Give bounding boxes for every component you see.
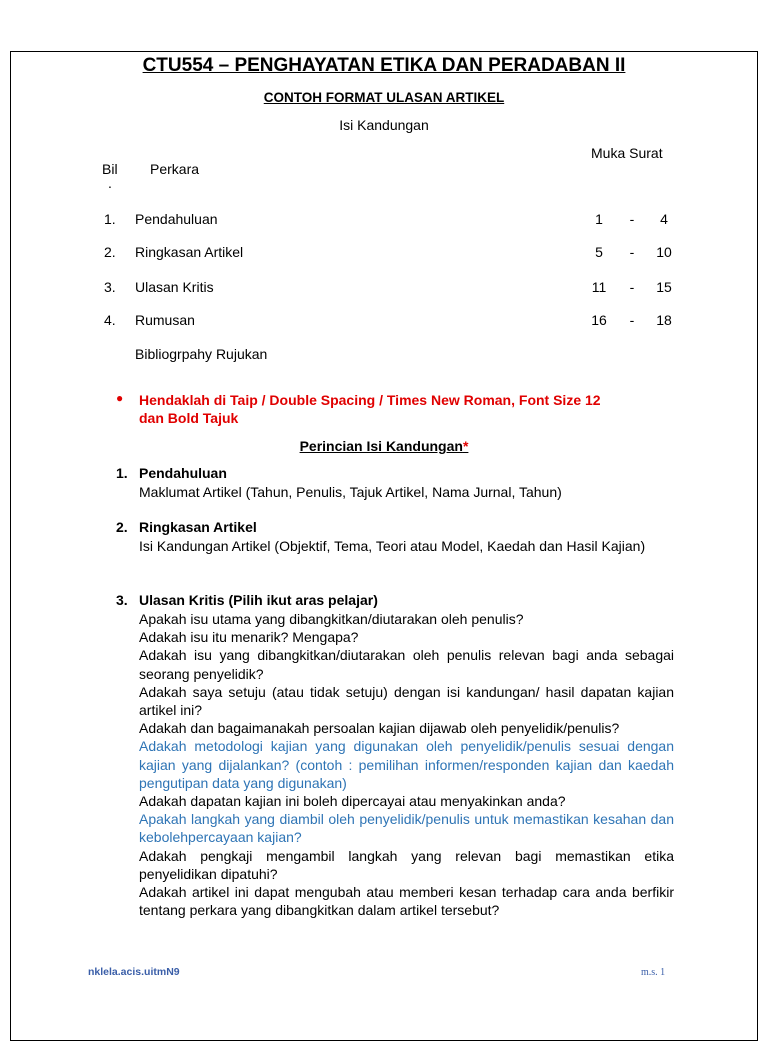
toc-row-item: Pendahuluan [135,211,218,227]
notice-line-2: dan Bold Tajuk [139,410,239,426]
question-item: Adakah saya setuju (atau tidak setuju) dengan isi kandungan/ hasil dapatan kajian artikel ini? [139,683,674,719]
question-item: Adakah isu itu menarik? Mengapa? [139,629,359,646]
toc-row-number: 4. [104,312,116,328]
footer-author: nklela.acis.uitmN9 [88,966,180,978]
toc-bil-dot: . [108,175,112,191]
document-title: CTU554 – PENGHAYATAN ETIKA DAN PERADABAN II [142,55,626,76]
toc-row-number: 1. [104,211,116,227]
question-item: Adakah dapatan kajian ini boleh dipercayai atau menyakinkan anda? [139,793,566,810]
toc-row-from: 5 [595,244,603,260]
section-heading: Pendahuluan [139,465,227,481]
formatting-notice [139,391,669,427]
toc-row-item: Ringkasan Artikel [135,244,244,260]
footer-page-number: m.s. 1 [641,967,666,978]
section-heading: Ulasan Kritis (Pilih ikut aras pelajar) [139,592,378,608]
section-body: Isi Kandungan Artikel (Objektif, Tema, Teori atau Model, Kaedah dan Hasil Kajian) [139,538,646,554]
toc-row-to: 10 [656,244,672,260]
toc-row-number: 3. [104,279,116,295]
section-number: 3. [116,592,128,608]
toc-row-from: 1 [595,211,603,227]
toc-row-to: 4 [660,211,668,227]
question-item: Adakah artikel ini dapat mengubah atau memberi kesan terhadap cara anda berfikir tentang perkara yang dibangkitkan dalam artikel tersebut? [139,884,674,919]
document-subtitle: CONTOH FORMAT ULASAN ARTIKEL [263,90,505,105]
question-item-highlighted: Apakah langkah yang diambil oleh penyelidik/penulis untuk memastikan kesahan dan kebolehpercayaan kajian? [139,811,674,846]
notice-line-1: Hendaklah di Taip / Double Spacing / Times New Roman, Font Size 12 [139,392,601,408]
details-heading-star: * [462,438,469,454]
toc-bil-header: Bil [102,161,118,177]
question-item: Adakah isu yang dibangkitkan/diutarakan oleh penulis relevan bagi anda sebagai seorang penyelidik? [139,647,674,682]
question-item: Adakah dan bagaimanakah persoalan kajian dijawab oleh penyelidik/penulis? [139,720,620,737]
toc-bibliography: Bibliogrpahy Rujukan [135,346,268,362]
details-heading [0,438,768,454]
toc-row-to: 18 [656,312,672,328]
question-item: Apakah isu utama yang dibangkitkan/diutarakan oleh penulis? [139,611,524,627]
toc-row-dash: - [629,211,635,227]
question-list [139,610,674,919]
toc-row-number: 2. [104,244,116,260]
toc-row-from: 16 [591,312,607,328]
toc-row-dash: - [629,244,635,260]
toc-row-dash: - [629,312,635,328]
notice-bullet: ● [116,391,124,405]
toc-row-from: 11 [591,279,607,295]
question-item: Adakah pengkaji mengambil langkah yang relevan bagi memastikan etika penyelidikan dipatuhi? [139,847,674,882]
toc-row-item: Ulasan Kritis [135,279,214,295]
question-item-highlighted: Adakah metodologi kajian yang digunakan oleh penyelidik/penulis sesuai dengan kajian yang dijalankan? (contoh : pemilihan informen/responden kajian dan kaedah pengutipan data yang digunakan) [139,738,674,791]
contents-heading: Isi Kandungan [339,117,429,133]
toc-page-header: Muka Surat [591,145,663,161]
section-heading: Ringkasan Artikel [139,519,257,535]
toc-row-item: Rumusan [135,312,195,328]
details-heading-text: Perincian Isi Kandungan [299,438,463,454]
toc-row-dash: - [629,279,635,295]
toc-row-to: 15 [656,279,672,295]
toc-perkara-header: Perkara [150,161,200,177]
section-number: 1. [116,465,128,481]
section-number: 2. [116,519,128,535]
section-body: Maklumat Artikel (Tahun, Penulis, Tajuk Artikel, Nama Jurnal, Tahun) [139,484,562,500]
